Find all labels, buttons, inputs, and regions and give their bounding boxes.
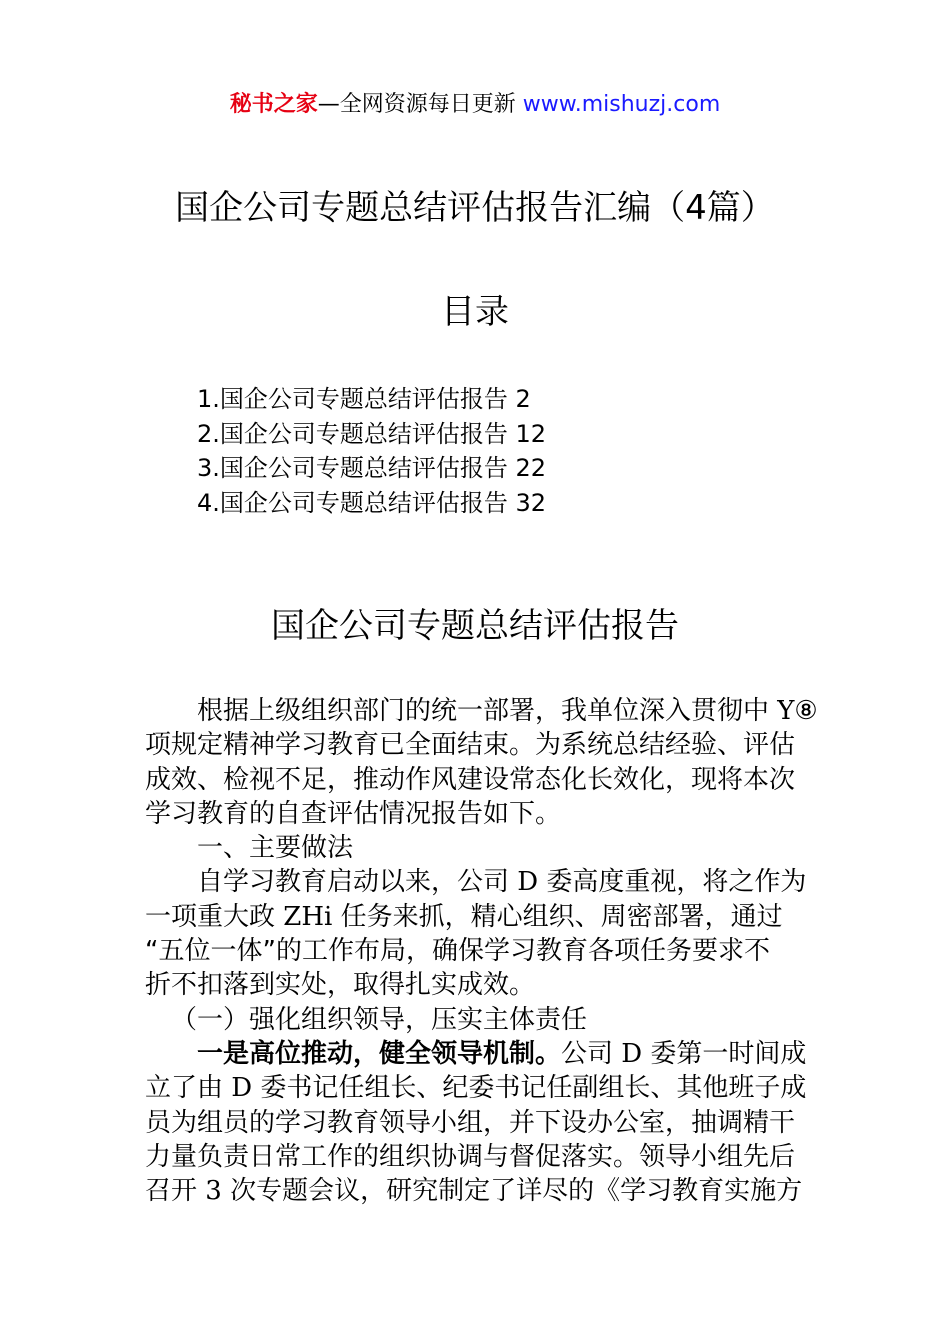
table-of-contents [197,382,546,520]
site-url-link[interactable]: www.mishuzj.com [522,92,721,117]
header-tagline: —全网资源每日更新 [317,92,523,117]
paragraph-line [145,1071,807,1105]
paragraph-line: 员为组员的学习教育领导小组，并下设办公室，抽调精干 [145,1107,796,1138]
text-run: 自学习教育启动以来，公司 [197,867,518,898]
text-run: ZHi [283,901,333,932]
body-text [145,694,818,1208]
text-run: 召开 [145,1176,206,1207]
paragraph-line [145,865,807,899]
text-run: 委书记任组长、纪委书记任副组长、其他班子成 [252,1073,807,1104]
text-run: 委高度重视，将之作为 [538,867,807,898]
paragraph-line: 项规定精神学习教育已全面结束。为系统总结经验、评估 [145,730,796,761]
text-run: D [621,1038,643,1069]
paragraph-line: “五位一体”的工作布局，确保学习教育各项任务要求不 [145,936,770,967]
paragraph-line [145,694,818,728]
subheading-organization: （一）强化组织领导，压实主体责任 [171,1004,588,1035]
text-run: 立了由 [145,1073,232,1104]
paragraph-line: 成效、检视不足，推动作风建设常态化长效化，现将本次 [145,764,796,795]
text-run: D [231,1073,253,1104]
text-run: 一项重大政 [145,901,284,932]
brand-name: 秘书之家 [229,92,318,117]
text-run: 根据上级组织部门的统一部署，我单位深入贯彻中 [197,696,778,726]
text-run: Y⑧ [777,696,818,726]
bold-lead-text: 一是高位推动，健全领导机制。 [197,1038,562,1069]
paragraph-line [145,900,807,934]
paragraph-line: 折不扣落到实处，取得扎实成效。 [145,970,536,1001]
toc-heading: 目录 [441,292,509,332]
text-run: 任务来抓，精心组织、周密部署，通过 [332,901,783,932]
paragraph-line [145,1037,807,1071]
subheading-main-practices: 一、主要做法 [197,833,354,864]
toc-item[interactable]: 4.国企公司专题总结评估报告 32 [197,488,547,517]
section-title: 国企公司专题总结评估报告 [271,606,679,646]
text-run: 公司 [561,1038,622,1069]
text-run: 次专题会议，研究制定了详尽的《学习教育实施方 [221,1176,803,1207]
toc-item[interactable]: 1.国企公司专题总结评估报告 2 [197,385,531,413]
paragraph-line [145,1174,807,1208]
text-run: 委第一时间成 [642,1038,807,1069]
paragraph-line: 力量负责日常工作的组织协调与督促落实。领导小组先后 [145,1141,796,1172]
text-run: D [517,867,539,898]
toc-item[interactable]: 3.国企公司专题总结评估报告 22 [197,454,547,482]
text-run: 3 [205,1176,222,1207]
toc-item[interactable]: 2.国企公司专题总结评估报告 12 [197,419,547,448]
paragraph-line: 学习教育的自查评估情况报告如下。 [145,798,562,829]
site-header [0,90,950,120]
document-title: 国企公司专题总结评估报告汇编（4篇） [175,188,775,228]
